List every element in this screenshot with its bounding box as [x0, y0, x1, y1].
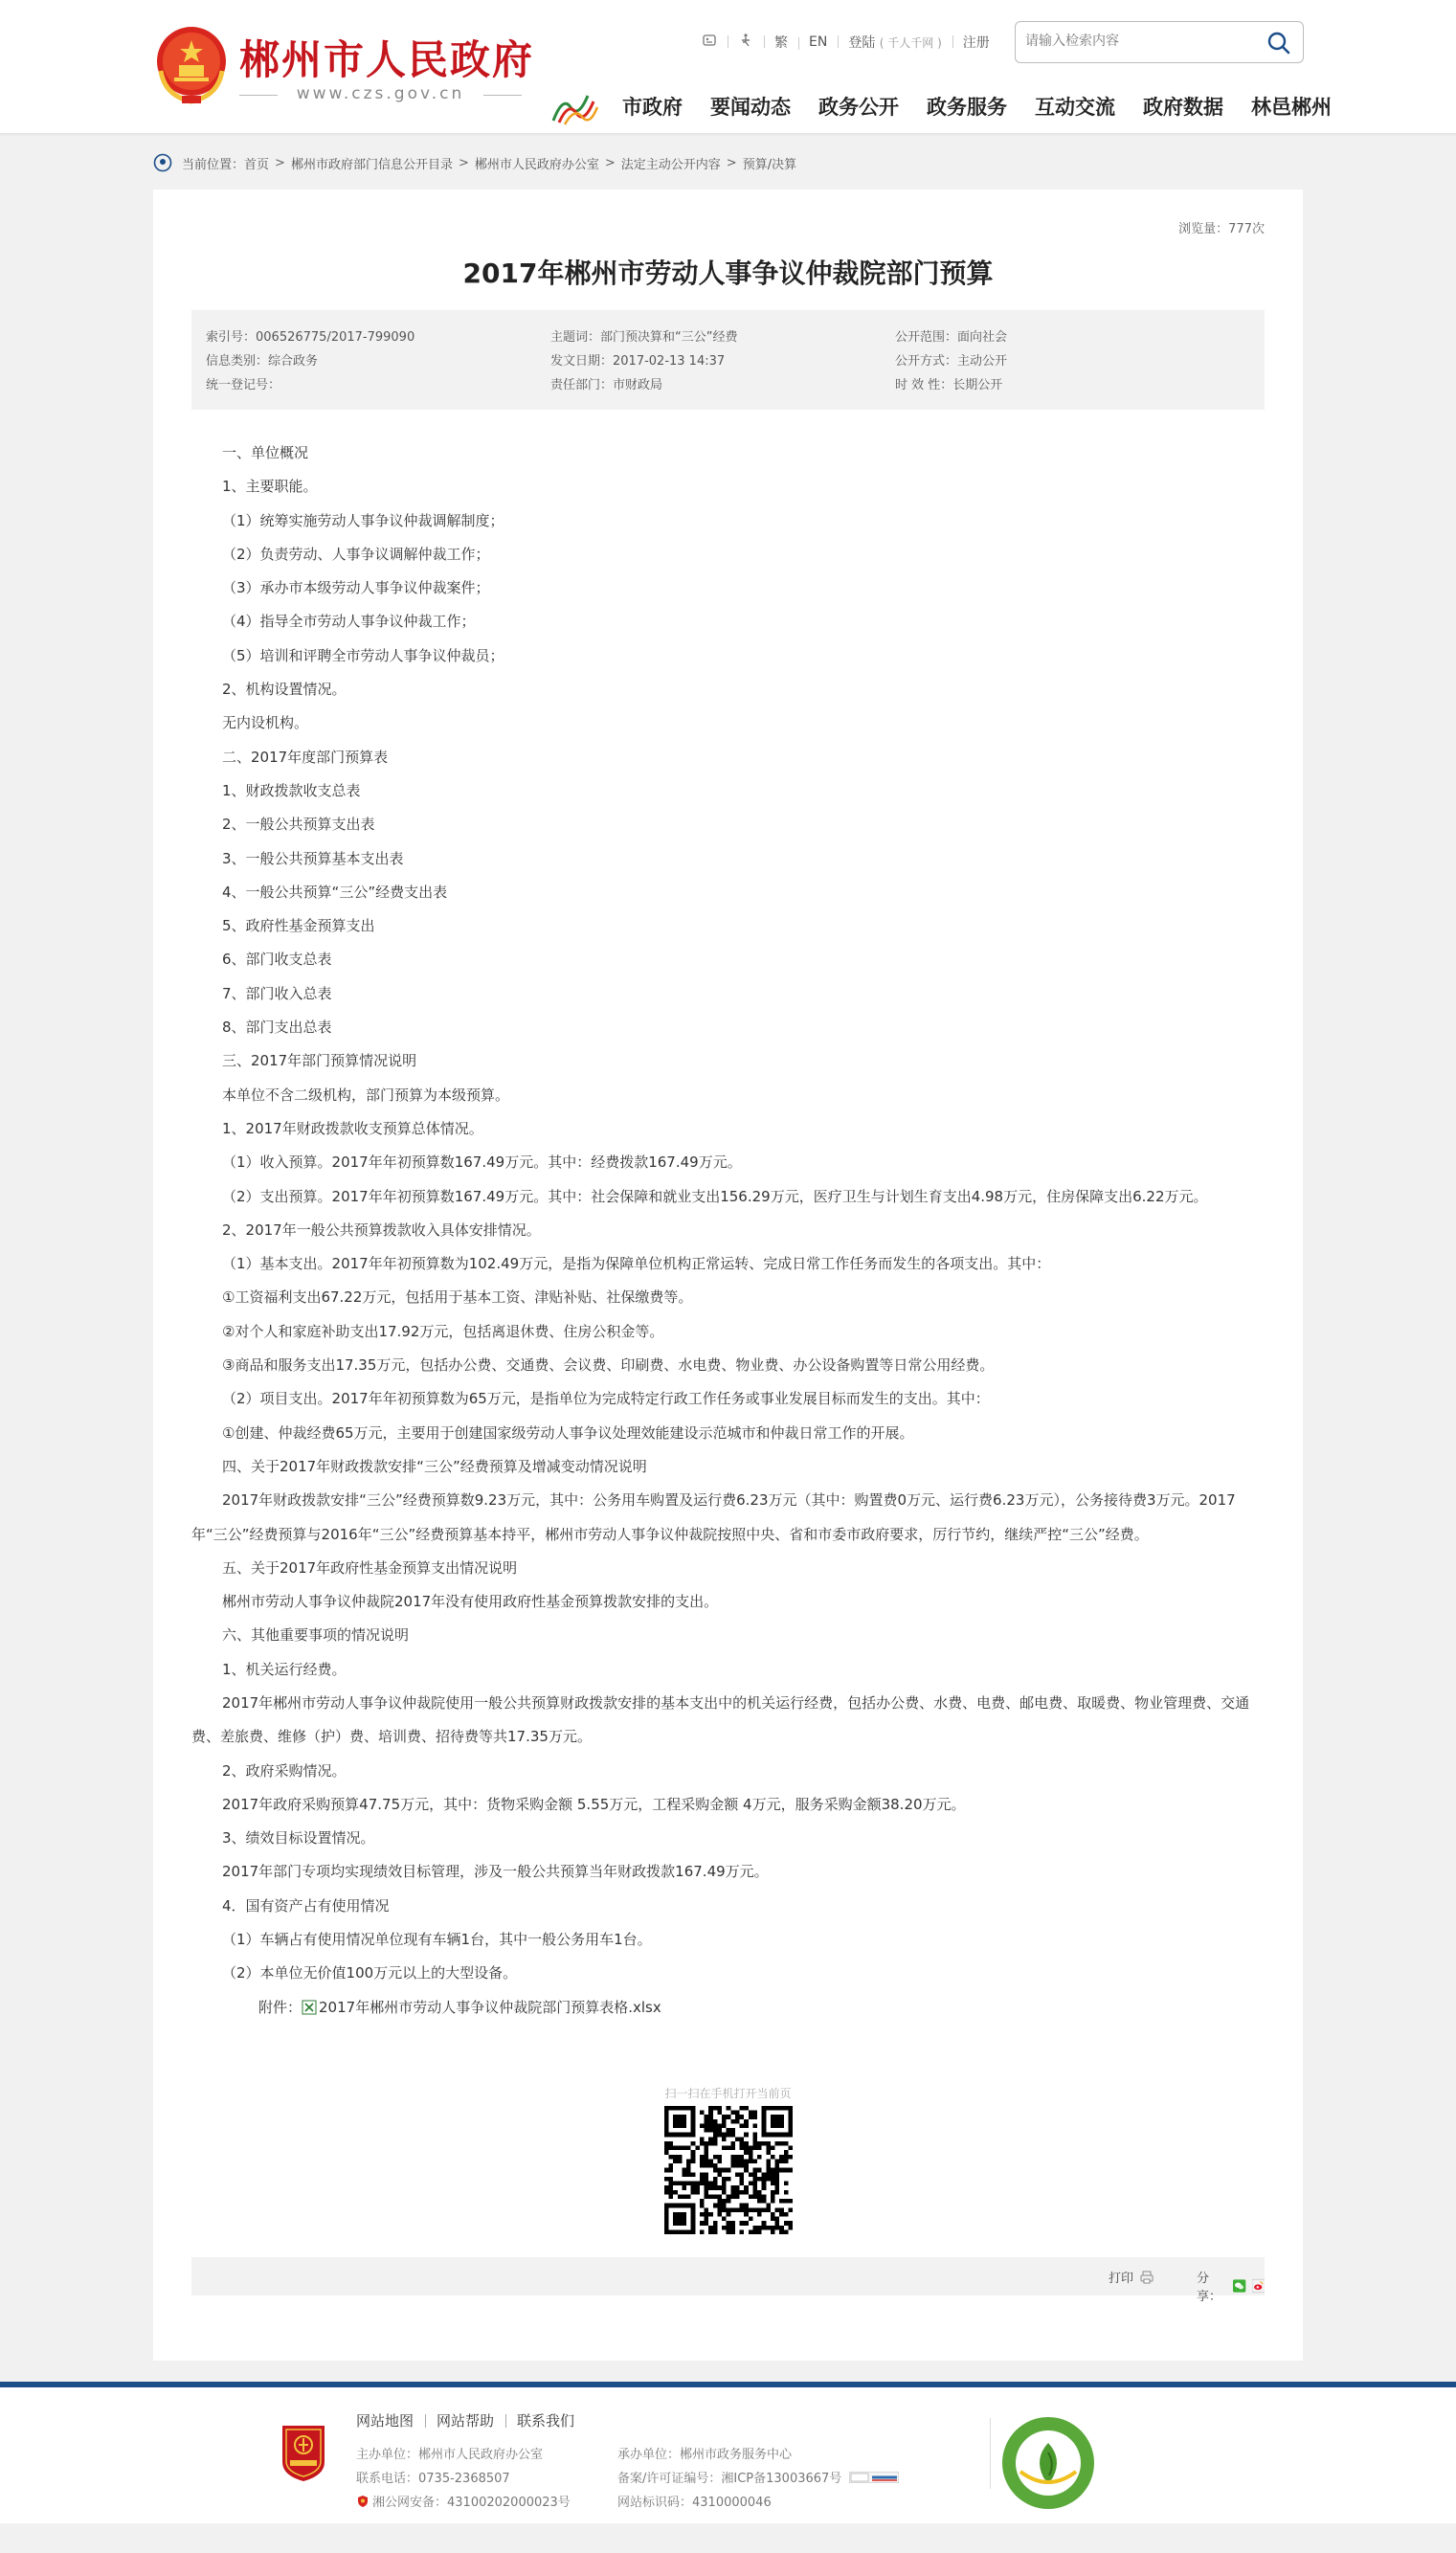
meta-scope: 公开范围：面向社会: [895, 330, 1008, 345]
city-logo-icon: [549, 88, 599, 126]
article-paragraph: （2）本单位无价值100万元以上的大型设备。: [222, 1964, 518, 1982]
article-paragraph: 3、一般公共预算基本支出表: [222, 849, 404, 867]
breadcrumb-separator: >: [275, 155, 285, 170]
article-paragraph: 三、2017年部门预算情况说明: [222, 1052, 417, 1070]
article-meta: [191, 310, 1265, 410]
meta-index-no: 索引号：006526775/2017-799090: [206, 330, 415, 345]
breadcrumb-budget[interactable]: 预算/决算: [742, 157, 797, 172]
article-paragraph: 1、机关运行经费。: [222, 1660, 347, 1678]
footer-phone: 联系电话：0735-2368507: [356, 2472, 510, 2486]
article-paragraph: 2、2017年一般公共预算拨款收入具体安排情况。: [222, 1221, 541, 1239]
article-paragraph: 二、2017年度部门预算表: [222, 748, 389, 766]
article-paragraph: 1、财政拨款收支总表: [222, 781, 361, 799]
nav-item-government-affairs[interactable]: 政务公开: [818, 96, 899, 119]
article-paragraph: （2）项目支出。2017年年初预算数为65万元，是指单位为完成特定行政工作任务或事业发展目标而发生的支出。其中：: [222, 1390, 990, 1408]
meta-subject: 主题词：部门预决算和“三公”经费: [550, 330, 738, 345]
qr-caption: 扫一扫在手机打开当前页: [664, 2087, 792, 2100]
qr-code-icon: [664, 2106, 793, 2234]
article-paragraph: ③商品和服务支出17.35万元，包括办公费、交通费、会议费、印刷费、水电费、物业费、办公设备购置等日常公用经费。: [222, 1356, 995, 1375]
footer-links: [356, 2410, 586, 2430]
site-title[interactable]: 郴州市人民政府: [239, 36, 535, 83]
article-paragraph: 四、关于2017年财政拨款安排“三公”经费预算及增减变动情况说明: [222, 1457, 647, 1475]
breadcrumb-directory[interactable]: 郴州市政府部门信息公开目录: [290, 157, 453, 172]
footer-site-code: 网站标识码：4310000046: [617, 2496, 772, 2510]
article-paragraph: 7、部门收入总表: [222, 984, 332, 1002]
article-paragraph: 一、单位概况: [222, 444, 309, 461]
article-paragraph: ①创建、仲裁经费65万元，主要用于创建国家级劳动人事争议处理效能建设示范城市和仲裁日常工作的开展。: [222, 1423, 914, 1442]
search-input[interactable]: [1025, 22, 1255, 60]
article-paragraph: 无内设机构。: [222, 714, 309, 732]
article-paragraph: （1）统筹实施劳动人事争议仲裁调解制度；: [222, 511, 504, 529]
nav-item-services[interactable]: 政务服务: [927, 96, 1007, 119]
site-footer: [0, 2387, 1456, 2523]
attachment-label: 附件：: [258, 1998, 302, 2016]
print-label: 打印: [1109, 2272, 1134, 2286]
elder-mode-icon[interactable]: [691, 33, 728, 52]
printer-icon: [1139, 2270, 1154, 2285]
article-paragraph: ②对个人和家庭补助支出17.92万元，包括离退休费、住房公积金等。: [222, 1322, 664, 1340]
view-count: 浏览量：777次: [1178, 222, 1265, 236]
accessibility-icon[interactable]: [728, 33, 764, 52]
article-paragraph: 1、2017年财政拨款收支预算总体情况。: [222, 1119, 483, 1137]
breadcrumb-label: 当前位置：: [182, 157, 245, 172]
article-paragraph: （1）收入预算。2017年年初预算数167.49万元。其中：经费拨款167.49万元。: [222, 1153, 742, 1172]
excel-file-icon: [302, 2000, 317, 2015]
article-paragraph: 2017年政府采购预算47.75万元，其中：货物采购金额 5.55万元，工程采购金额 4万元，服务采购金额38.20万元。: [222, 1795, 966, 1813]
article-paragraph: 1、主要职能。: [222, 478, 318, 496]
footer-operator: 承办单位：郴州市政务服务中心: [617, 2448, 793, 2462]
article-paragraph: 4、一般公共预算“三公”经费支出表: [222, 883, 448, 901]
article-paragraph: 2、政府采购情况。: [222, 1761, 347, 1780]
footer-divider: [990, 2418, 991, 2489]
breadcrumb-separator: >: [726, 155, 737, 170]
nav-item-news[interactable]: 要闻动态: [710, 96, 791, 119]
article-paragraph: ①工资福利支出67.22万元，包括用于基本工资、津贴补贴、社保缴费等。: [222, 1288, 693, 1307]
cnnic-trust-icon[interactable]: [849, 2472, 899, 2483]
login-label[interactable]: 登陆: [848, 35, 876, 51]
search-box: [1015, 21, 1304, 63]
article-paragraph: （2）支出预算。2017年年初预算数167.49万元。其中：社会保障和就业支出156.29万元，医疗卫生与计划生育支出4.98万元，住房保障支出6.22万元。: [222, 1187, 1208, 1205]
nav-item-linyi-chenzhou[interactable]: 林邑郴州: [1251, 96, 1332, 119]
register-link[interactable]: 注册: [952, 33, 1000, 52]
article-paragraph: （2）负责劳动、人事争议调解仲裁工作；: [222, 545, 490, 563]
breadcrumb: [153, 153, 796, 172]
article-paragraph: 2、机构设置情况。: [222, 681, 347, 699]
article-body: [191, 437, 1265, 2025]
article-paragraph: 5、政府性基金预算支出: [222, 917, 375, 935]
traditional-chinese-link[interactable]: 繁: [764, 33, 798, 52]
footer-police-text: 湘公网安备：43100202000023号: [372, 2496, 571, 2510]
share-area: [1197, 2268, 1265, 2304]
article-paragraph: 五、关于2017年政府性基金预算支出情况说明: [222, 1558, 518, 1577]
breadcrumb-separator: >: [604, 155, 616, 170]
article-paragraph: 2017年郴州市劳动人事争议仲裁院使用一般公共预算财政拨款安排的基本支出中的机关运行经费，包括办公费、水费、电费、邮电费、取暖费、物业管理费、交通费、差旅费、维修（护）费、培训费、招待费等共17.35万元。: [191, 1693, 1250, 1746]
article-paragraph: 3、绩效目标设置情况。: [222, 1829, 375, 1848]
search-icon[interactable]: [1266, 31, 1291, 56]
login-hint: ( 千人千网 ): [879, 36, 942, 50]
nav-item-data[interactable]: 政府数据: [1143, 96, 1223, 119]
article-paragraph: （1）车辆占有使用情况单位现有车辆1台，其中一般公务用车1台。: [222, 1931, 652, 1949]
print-button[interactable]: [1109, 2268, 1154, 2286]
wechat-share-icon[interactable]: [1233, 2278, 1245, 2294]
article-paragraph: 郴州市劳动人事争议仲裁院2017年没有使用政府性基金预算拨款安排的支出。: [222, 1593, 719, 1611]
article-paragraph: （4）指导全市劳动人事争议仲裁工作；: [222, 613, 476, 631]
page-title: 2017年郴州市劳动人事争议仲裁院部门预算: [462, 258, 994, 289]
article-paragraph: 6、部门收支总表: [222, 951, 332, 969]
meta-validity: 时 效 性：长期公开: [895, 378, 1003, 392]
civilized-city-badge-icon[interactable]: [999, 2414, 1097, 2512]
article-paragraph: （3）承办市本级劳动人事争议仲裁案件；: [222, 579, 490, 597]
footer-police-record[interactable]: [356, 2492, 571, 2510]
main-nav: [622, 92, 1359, 121]
login-link[interactable]: [838, 33, 952, 52]
article-paragraph: 4．国有资产占有使用情况: [222, 1896, 390, 1915]
police-badge-icon: [356, 2495, 370, 2508]
footer-contact-link[interactable]: 联系我们: [505, 2410, 586, 2430]
meta-department: 责任部门：市财政局: [550, 378, 663, 392]
attachment-line: [191, 1991, 1265, 2025]
article-paragraph: 六、其他重要事项的情况说明: [222, 1626, 410, 1645]
share-label: 分享：: [1197, 2272, 1222, 2304]
site-url: www.czs.gov.cn: [239, 84, 522, 103]
footer-host: 主办单位：郴州市人民政府办公室: [356, 2448, 544, 2462]
footer-icp-text: 备案/许可证编号：湘ICP备13003667号: [617, 2472, 842, 2486]
meta-publish-date: 发文日期：2017-02-13 14:37: [550, 354, 726, 369]
english-link[interactable]: EN: [798, 34, 838, 50]
article-paragraph: （5）培训和评聘全市劳动人事争议仲裁员；: [222, 646, 504, 664]
attachment-link[interactable]: 2017年郴州市劳动人事争议仲裁院部门预算表格.xlsx: [319, 1998, 661, 2016]
footer-bottom-strip: [0, 2523, 1456, 2553]
article-paragraph: 2017年财政拨款安排“三公”经费预算数9.23万元，其中：公务用车购置及运行费6.23万元（其中：购置费0万元、运行费6.23万元），公务接待费3万元。2017年“三公”经费预算与2016年“三公”经费预算基本持平，郴州市劳动人事争议仲裁院按照中央、省和市委市政府要求，厉行节约，继续严控“三公”经费。: [191, 1491, 1236, 1543]
breadcrumb-home[interactable]: 首页: [244, 157, 270, 172]
location-icon: [153, 153, 172, 172]
footer-help-link[interactable]: 网站帮助: [425, 2410, 505, 2430]
article-paragraph: 2017年部门专项均实现绩效目标管理，涉及一般公共预算当年财政拨款167.49万元。: [222, 1863, 769, 1881]
nav-item-city-government[interactable]: 市政府: [622, 96, 683, 119]
site-header: [0, 0, 1456, 134]
meta-unified-no: 统一登记号：: [206, 378, 281, 392]
footer-sitemap-link[interactable]: 网站地图: [356, 2412, 414, 2430]
article-paragraph: 2、一般公共预算支出表: [222, 816, 375, 834]
party-government-badge-icon[interactable]: [279, 2422, 328, 2483]
breadcrumb-separator: >: [458, 155, 469, 170]
article-paragraph: 8、部门支出总表: [222, 1019, 332, 1037]
meta-method: 公开方式：主动公开: [895, 354, 1008, 369]
meta-category: 信息类别：综合政务: [206, 354, 319, 369]
article-paragraph: （1）基本支出。2017年年初预算数为102.49万元，是指为保障单位机构正常运转、完成日常工作任务而发生的各项支出。其中：: [222, 1255, 1051, 1273]
nav-item-interaction[interactable]: 互动交流: [1035, 96, 1115, 119]
footer-icp[interactable]: [617, 2468, 899, 2486]
breadcrumb-disclosure[interactable]: 法定主动公开内容: [620, 157, 721, 172]
national-emblem-icon: [153, 23, 230, 105]
weibo-share-icon[interactable]: [1252, 2278, 1265, 2294]
top-links: [691, 33, 1000, 52]
article-paragraph: 本单位不含二级机构，部门预算为本级预算。: [222, 1086, 510, 1104]
article-container: [153, 190, 1303, 2361]
article-toolbar: [191, 2257, 1265, 2304]
breadcrumb-office[interactable]: 郴州市人民政府办公室: [474, 157, 599, 172]
